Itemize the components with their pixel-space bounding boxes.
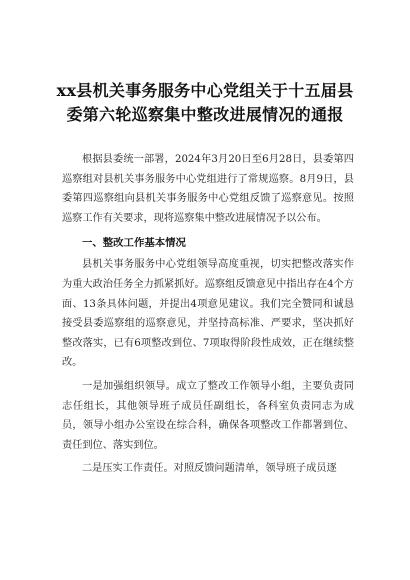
intro-paragraph: 根据县委统一部署，2024年3月20日至6月28日，县委第四巡察组对县机关事务服务中心党组进行了常规巡察。8月9日，县委第四巡察组向县机关事务服务中心党组反馈了巡察意见。按照巡察工作有关要求，现将巡察集中整改进展情况予以公布。 bbox=[62, 154, 354, 224]
section-1-paragraph-2: 一是加强组织领导。成立了整改工作领导小组，主要负责同志任组长，其他领导班子成员任副组长，各科室负责同志为成员，领导小组办公室设在综合科，确保各项整改工作都署到位、责任到位、落实到位。 bbox=[62, 380, 354, 451]
section-1-paragraph-1: 县机关事务服务中心党组领导高度重视，切实把整改落实作为重大政治任务全力抓紧抓好。巡察组反馈意见中指出存在4个方面、13条具体问题，并提出4项意见建议。我们完全赞同和诚恳接受县委巡察组的巡察意见，并坚持高标准、严要求，坚决抓好整改落实，已有6项整改到位、7项取得阶段性成效，正在继续整改。 bbox=[62, 259, 354, 369]
section-1-paragraph-3: 二是压实工作责任。对照反馈问题清单，领导班子成员逐 bbox=[82, 463, 337, 475]
section-1-heading: 一、整改工作基本情况 bbox=[82, 237, 186, 250]
document-body bbox=[62, 150, 354, 483]
document-title bbox=[0, 79, 410, 127]
title-line-2: 委第六轮巡察集中整改进展情况的通报 bbox=[66, 105, 344, 124]
title-line-1: xx县机关事务服务中心党组关于十五届县 bbox=[56, 81, 354, 100]
